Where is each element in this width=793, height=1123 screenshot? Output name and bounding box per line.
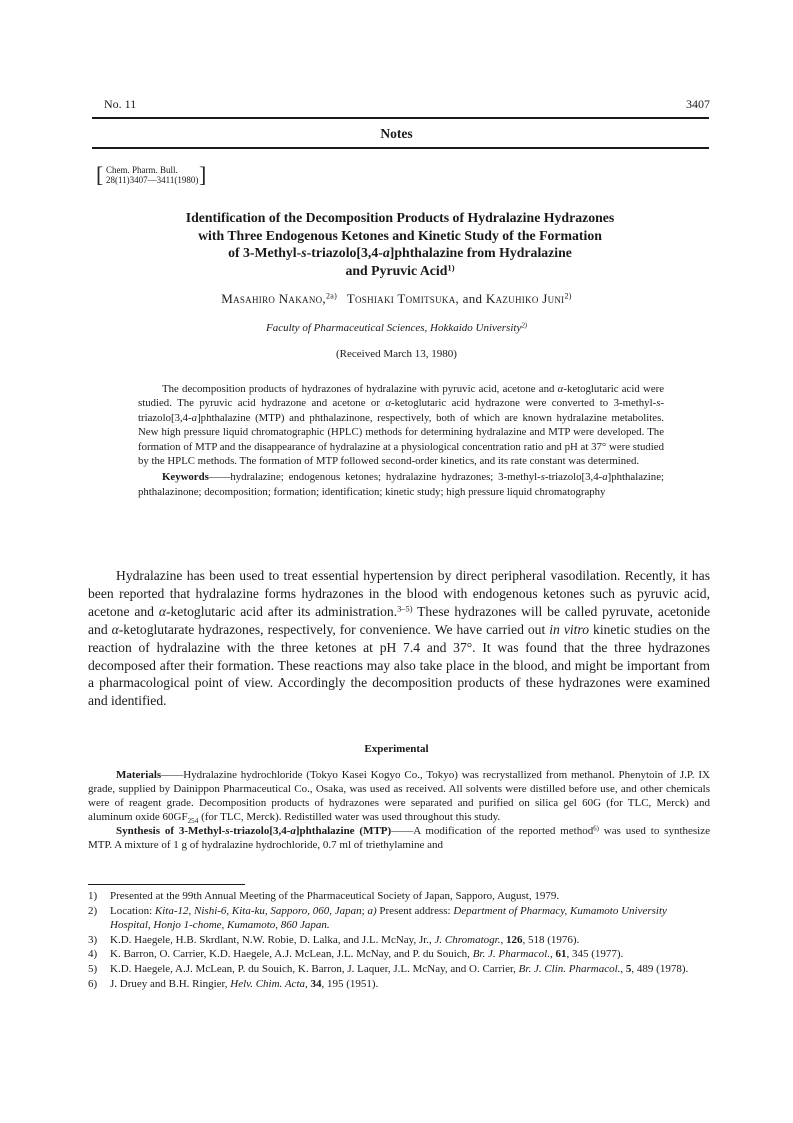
title-line-1: Identification of the Decomposition Products of Hydralazine Hydrazones	[185, 210, 615, 225]
title-line-3: of 3-Methyl-s-triazolo[3,4-a]phthalazine from Hydralazine	[228, 245, 572, 260]
footnote-item	[88, 889, 710, 904]
paper-title	[130, 209, 670, 279]
footnote-text: K.D. Haegele, H.B. Skrdlant, N.W. Robie, D. Lalka, and J.L. McNay, Jr., J. Chromatogr., 126, 518 (1976).	[110, 933, 580, 946]
footnote-text: K. Barron, O. Carrier, K.D. Haegele, A.J. McLean, J.L. McNay, and P. du Souich, Br. J. Pharmacol., 61, 345 (1977).	[110, 948, 624, 961]
author-list: Masahiro Nakano,$^{2a)}$ Toshiaki Tomitsuka, and Kazuhiko Juni$^{2)}$	[221, 291, 572, 306]
footnote-text: J. Druey and B.H. Ringier, Helv. Chim. Acta, 34, 195 (1951).	[110, 977, 379, 990]
footnote-number: 1)	[88, 890, 98, 902]
citation-journal: Chem. Pharm. Bull.	[106, 165, 178, 175]
intro-paragraph: Hydralazine has been used to treat essential hypertension by direct peripheral vasodilation. Recently, it has been reported that hydralazine forms hydrazones in the blood with endogenous ketones such as pyruvic acid, acetone and α-ketoglutaric acid after its administration.$^{3-5)}$ These hydrazones will be called pyruvate, acetonide and α-ketoglutarate hydrazones, respectively, for convenience. We have carried out in vitro kinetic studies on the reaction of hydralazine with the three ketones at pH 7.4 and 37°. It was found that the three hydrazones decomposed after their formation. These reactions may also take place in the blood, and might be important from a pharmacological point of view. Accordingly the decomposition products of these hydrazones were examined and identified.	[88, 568, 710, 709]
footnote-item	[88, 904, 710, 933]
affiliation: Faculty of Pharmaceutical Sciences, Hokkaido University$^{2)}$	[265, 322, 528, 334]
title-line-4: and Pyruvic Acid$^{1)}$	[345, 261, 455, 278]
section-heading: Notes	[380, 126, 413, 141]
footnote-number: 4)	[88, 948, 98, 961]
author-3: Kazuhiko Juni	[485, 291, 565, 306]
title-line-2: with Three Endogenous Ketones and Kinetic Study of the Formation	[198, 227, 602, 243]
right-bracket-icon: ]	[199, 162, 207, 187]
page-number: 3407	[686, 97, 710, 111]
experimental-heading: Experimental	[364, 743, 429, 755]
keywords: Keywords——hydralazine; endogenous ketones; hydralazine hydrazones; 3-methyl-s-triazolo[3,4-a]phthalazine; phthalazinone; decomposition; formation; identification; kinetic study; high pressure liquid chromatography	[138, 471, 664, 498]
footnote-number: 2)	[88, 904, 98, 917]
footnote-number: 3)	[88, 933, 98, 946]
footnote-item	[88, 977, 710, 992]
author-1: Masahiro Nakano,	[221, 291, 326, 306]
footnote-text: K.D. Haegele, A.J. McLean, P. du Souich, K. Barron, J. Laquer, J.L. McNay, and O. Carrier, Br. J. Clin. Pharmacol., 5, 489 (1978).	[110, 962, 689, 975]
synthesis-paragraph: Synthesis of 3-Methyl-s-triazolo[3,4-a]phthalazine (MTP)——A modification of the reported method$^{6)}$ was used to synthesize MTP. A mixture of 1 g of hydralazine hydrochloride, 0.7 ml of triethylamine and	[88, 825, 710, 852]
footnote-rule	[88, 884, 245, 885]
footnote-item	[88, 933, 710, 948]
introduction	[88, 567, 710, 710]
experimental-section	[88, 768, 710, 853]
left-bracket-icon: [	[96, 162, 104, 187]
section-rule	[92, 147, 709, 149]
materials-paragraph: Materials——Hydralazine hydrochloride (Tokyo Kasei Kogyo Co., Tokyo) was recrystallized from methanol. Phenytoin of J.P. IX grade, supplied by Dainippon Pharmaceutical Co., Osaka, was used as received. All solvents were distilled before use, and other chemicals were of reagent grade. Decomposition products of hydrazones were separated and purified on silica gel 60G (for TLC, Merck) and aluminum oxide $60GF_{254}$ (for TLC, Merck). Redistilled water was used throughout this study.	[88, 769, 710, 826]
received-date: (Received March 13, 1980)	[336, 348, 457, 360]
footnote-number: 5)	[88, 962, 98, 975]
footnote-text: Location: Kita-12, Nishi-6, Kita-ku, Sapporo, 060, Japan; a) Present address: Department of Pharmacy, Kumamoto University Hospital, Honjo 1-chome, Kumamoto, 860 Japan.	[110, 904, 667, 932]
footnote-list	[88, 889, 710, 991]
header-rule	[92, 117, 709, 119]
footnote-number: 6)	[88, 977, 98, 990]
abstract-text: The decomposition products of hydrazones of hydralazine with pyruvic acid, acetone and α-ketoglutaric acid were studied. The pyruvic acid hydrazone and acetone or α-ketoglutaric acid hydrazone were converted to 3-methyl-s-triazolo[3,4-a]phthalazine (MTP) and phthalazinone, respectively, both of which are known hydralazine metabolites. New high pressure liquid chromatographic (HPLC) methods for determining hydralazine and MTP were developed. The formation of MTP and the disappearance of hydralazine at a physiological concentration ratio and pH at 37° were studied by the HPLC methods. The formation of MTP followed second-order kinetics, and its rate constant was determined.	[138, 383, 664, 468]
abstract	[138, 382, 664, 499]
footnote-item	[88, 962, 710, 977]
citation-volume: 28(11)3407—3411(1980)	[106, 175, 199, 185]
author-2: Toshiaki Tomitsuka,	[346, 291, 460, 306]
running-header-issue: No. 11	[104, 97, 137, 111]
footnote-text: Presented at the 99th Annual Meeting of the Pharmaceutical Society of Japan, Sapporo, August, 1979.	[110, 890, 560, 902]
journal-citation	[96, 162, 207, 187]
footnote-item	[88, 947, 710, 962]
